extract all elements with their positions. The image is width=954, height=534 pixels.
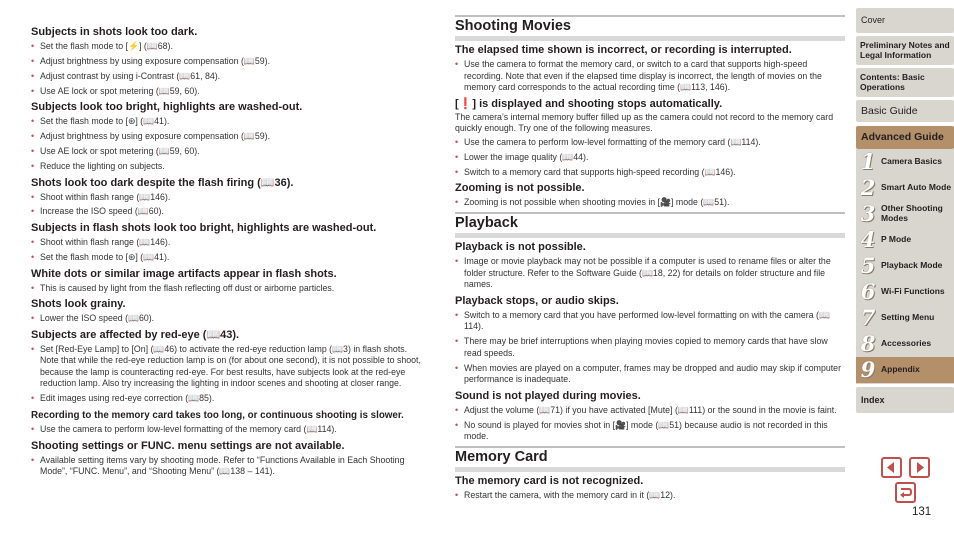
issue-heading: Subjects are affected by red-eye (📖43). <box>31 328 240 341</box>
troubleshooting-item <box>31 268 426 295</box>
nav-chapter-5[interactable] <box>856 253 954 279</box>
solution-item: • Shoot within flash range (📖146). <box>31 237 426 249</box>
nav-preliminary-notes[interactable]: Preliminary Notes and Legal Information <box>856 36 954 65</box>
section-divider <box>455 446 845 448</box>
troubleshooting-item <box>455 98 845 179</box>
nav-chapter-4[interactable] <box>856 227 954 253</box>
solution-item: • Use the camera to format the memory card, or switch to a card that supports high-speed recording. Note that even if the elapsed time display is incorrect, the length of movies on the memory card corresponds to the actual recording time (📖113, 146). <box>455 59 845 94</box>
solution-item: • Lower the ISO speed (📖60). <box>31 313 426 325</box>
chapter-label: Appendix <box>881 363 920 374</box>
return-button[interactable] <box>895 482 916 503</box>
chapter-label: Setting Menu <box>881 311 935 322</box>
solution-list <box>455 405 845 443</box>
troubleshooting-item <box>455 475 845 502</box>
issue-heading: White dots or similar image artifacts appear in flash shots. <box>31 267 337 280</box>
page-number: 131 <box>912 506 932 518</box>
chapter-label: P Mode <box>881 233 912 244</box>
nav-chapter-7[interactable] <box>856 305 954 331</box>
issue-heading: Shooting settings or FUNC. menu settings are not available. <box>31 439 345 452</box>
solution-item: • Restart the camera, with the memory card in it (📖12). <box>455 490 845 502</box>
chapter-number: 4 <box>860 226 876 252</box>
solution-item: • Adjust contrast by using i-Contrast (📖61, 84). <box>31 71 426 83</box>
solution-list <box>455 59 845 94</box>
troubleshooting-item <box>455 44 845 94</box>
solution-item: • Adjust brightness by using exposure compensation (📖59). <box>31 131 426 143</box>
chapter-label: Accessories <box>881 337 932 348</box>
nav-chapter-8[interactable] <box>856 331 954 357</box>
solution-item: • Switch to a memory card that supports high-speed recording (📖146). <box>455 167 845 179</box>
issue-heading: Playback is not possible. <box>455 240 586 253</box>
solution-item: • Use AE lock or spot metering (📖59, 60). <box>31 86 426 98</box>
solution-item: • Increase the ISO speed (📖60). <box>31 206 426 218</box>
nav-advanced-guide[interactable]: Advanced Guide <box>856 126 954 149</box>
troubleshooting-item <box>455 390 845 443</box>
solution-item: • There may be brief interruptions when playing movies copied to memory cards that have slow read speeds. <box>455 336 845 359</box>
solution-item: • Edit images using red-eye correction (📖85). <box>31 393 426 405</box>
chapter-label: Wi-Fi Functions <box>881 285 945 296</box>
nav-chapter-9[interactable] <box>856 357 954 383</box>
section <box>455 215 845 443</box>
chapter-label: Smart Auto Mode <box>881 181 952 192</box>
section-title <box>455 18 845 41</box>
section-title-text: Shooting Movies <box>455 18 571 34</box>
chapter-number: 9 <box>860 356 876 382</box>
chapter-number: 3 <box>860 200 876 226</box>
nav-index[interactable]: Index <box>856 387 954 414</box>
chapter-number: 2 <box>860 174 876 200</box>
nav-chapter-2[interactable] <box>856 175 954 201</box>
troubleshooting-item <box>31 298 426 325</box>
solution-list <box>31 313 426 325</box>
chapter-label: Camera Basics <box>881 155 942 166</box>
troubleshooting-item <box>31 440 426 478</box>
solution-item: • Shoot within flash range (📖146). <box>31 192 426 204</box>
nav-chapter-6[interactable] <box>856 279 954 305</box>
nav-cover[interactable]: Cover <box>856 8 954 33</box>
nav-basic-guide[interactable]: Basic Guide <box>856 100 954 123</box>
middle-column <box>455 18 845 508</box>
solution-list <box>455 310 845 386</box>
solution-item: • When movies are played on a computer, frames may be dropped and audio may skip if computer performance is inadequate. <box>455 363 845 386</box>
solution-list <box>31 116 426 172</box>
solution-list <box>31 455 426 478</box>
chapter-number: 6 <box>860 278 876 304</box>
issue-heading: Subjects in flash shots look too bright, highlights are washed-out. <box>31 222 377 235</box>
issue-heading: The memory card is not recognized. <box>455 474 644 487</box>
solution-item: • Use the camera to perform low-level formatting of the memory card (📖114). <box>31 424 426 436</box>
troubleshooting-item <box>31 409 426 436</box>
troubleshooting-item <box>455 295 845 386</box>
issue-heading: Subjects in shots look too dark. <box>31 26 198 38</box>
issue-heading: Shots look grainy. <box>31 298 126 311</box>
section-divider <box>455 15 845 17</box>
chapter-label: Playback Mode <box>881 259 943 270</box>
solution-item: • Adjust the volume (📖71) if you have activated [Mute] (📖111) or the sound in the movie is faint. <box>455 405 845 417</box>
solution-item: • Use the camera to perform low-level formatting of the memory card (📖114). <box>455 137 845 149</box>
issue-heading: Subjects look too bright, highlights are washed-out. <box>31 101 303 114</box>
troubleshooting-item <box>31 177 426 218</box>
solution-item: • Image or movie playback may not be possible if a computer is used to rename files or alter the folder structure. Refer to the Software Guide (📖18, 22) for details on folder structure and file names. <box>455 256 845 291</box>
issue-description: The camera’s internal memory buffer filled up as the camera could not record to the memory card quickly enough. Try one of the following measures. <box>455 111 834 134</box>
chapter-list <box>856 149 954 384</box>
solution-item: • Use AE lock or spot metering (📖59, 60). <box>31 146 426 158</box>
solution-list <box>31 237 426 263</box>
issue-heading: Recording to the memory card takes too long, or continuous shooting is slower. <box>31 409 404 421</box>
chapter-number: 5 <box>860 252 876 278</box>
solution-item: • Reduce the lighting on subjects. <box>31 161 426 173</box>
section-title <box>455 215 845 238</box>
issue-heading: The elapsed time shown is incorrect, or recording is interrupted. <box>455 44 792 56</box>
arrow-right-icon <box>911 459 928 476</box>
side-navigation <box>856 8 954 416</box>
solution-item: • Set the flash mode to [⊛] (📖41). <box>31 252 426 264</box>
section-title-text: Memory Card <box>455 448 548 465</box>
nav-chapter-3[interactable] <box>856 201 954 227</box>
chapter-number: 8 <box>860 330 876 356</box>
solution-list <box>31 283 426 295</box>
solution-list <box>455 197 845 209</box>
solution-item: • No sound is played for movies shot in [🎥] mode (📖51) because audio is not recorded in this mode. <box>455 420 845 443</box>
solution-item: • Set the flash mode to [⚡] (📖68). <box>31 41 426 53</box>
solution-list <box>31 41 426 97</box>
section-title <box>455 449 845 472</box>
troubleshooting-item <box>31 329 426 405</box>
nav-chapter-1[interactable] <box>856 149 954 175</box>
return-arrow-icon <box>897 484 914 501</box>
solution-item: • Switch to a memory card that you have performed low-level formatting on with the camera (📖114). <box>455 310 845 333</box>
solution-list <box>455 490 845 502</box>
solution-item: • Set [Red-Eye Lamp] to [On] (📖46) to activate the red-eye reduction lamp (📖3) in flash shots. Note that while the red-eye reduction lamp is on (for about one second), it is not possible to shoot, because the lamp is counteracting red-eye. For best results, have subjects look at the red-eye reduction lamp. Also try increasing the lighting in indoor scenes and shooting at closer range. <box>31 344 426 390</box>
section <box>455 449 845 502</box>
left-column <box>31 26 426 482</box>
solution-list <box>31 344 426 405</box>
issue-heading: Zooming is not possible. <box>455 182 585 195</box>
arrow-left-icon <box>883 459 900 476</box>
next-page-button[interactable] <box>909 457 930 478</box>
solution-item: • Available setting items vary by shooting mode. Refer to “Functions Available in Each Shooting Mode”, “FUNC. Menu”, and “Shooting Menu” (📖138 – 141). <box>31 455 426 478</box>
chapter-label: Other Shooting Modes <box>881 203 943 223</box>
issue-heading: Playback stops, or audio skips. <box>455 294 619 307</box>
troubleshooting-item <box>31 222 426 263</box>
troubleshooting-item <box>31 26 426 97</box>
issue-heading: [❗] is displayed and shooting stops automatically. <box>455 97 723 110</box>
troubleshooting-item <box>455 182 845 209</box>
chapter-number: 1 <box>860 148 876 174</box>
solution-list <box>455 137 845 178</box>
solution-item: • Zooming is not possible when shooting movies in [🎥] mode (📖51). <box>455 197 845 209</box>
section <box>455 18 845 209</box>
section-title-text: Playback <box>455 214 518 231</box>
troubleshooting-item <box>455 241 845 291</box>
chapter-number: 7 <box>860 304 876 330</box>
previous-page-button[interactable] <box>881 457 902 478</box>
solution-item: • Lower the image quality (📖44). <box>455 152 845 164</box>
solution-list <box>31 424 426 436</box>
section-divider <box>455 212 845 214</box>
solution-item: • Adjust brightness by using exposure compensation (📖59). <box>31 56 426 68</box>
troubleshooting-item <box>31 101 426 172</box>
solution-item: • Set the flash mode to [⊛] (📖41). <box>31 116 426 128</box>
issue-heading: Shots look too dark despite the flash firing (📖36). <box>31 176 294 189</box>
nav-contents[interactable]: Contents: Basic Operations <box>856 68 954 97</box>
solution-list <box>455 256 845 291</box>
solution-list <box>31 192 426 218</box>
solution-item: • This is caused by light from the flash reflecting off dust or airborne particles. <box>31 283 426 295</box>
issue-heading: Sound is not played during movies. <box>455 389 641 402</box>
